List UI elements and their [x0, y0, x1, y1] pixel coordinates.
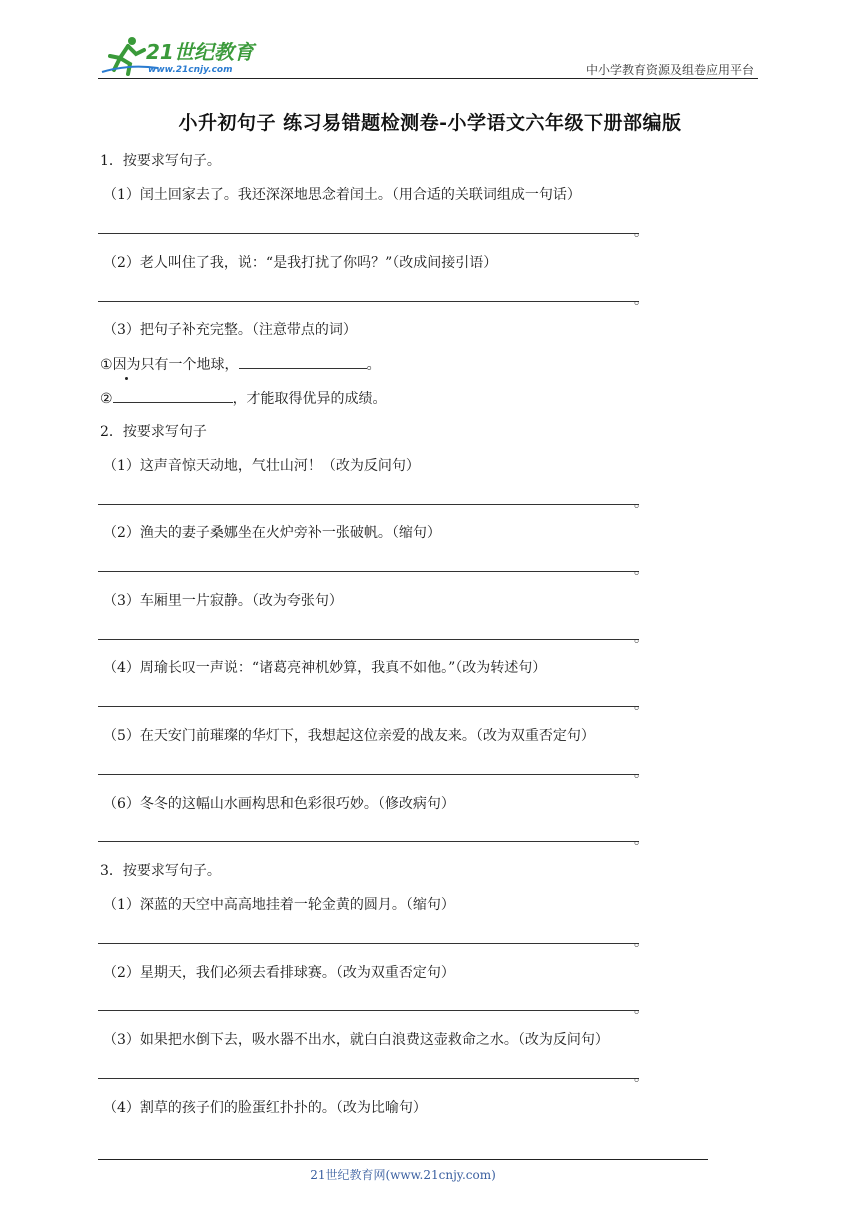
- page-title: 小升初句子 练习易错题检测卷-小学语文六年级下册部编版: [178, 112, 682, 134]
- question-text: （3）把句子补充完整。（注意带点的词）: [103, 322, 357, 338]
- dotted-word: 因为: [112, 357, 141, 373]
- answer-line[interactable]: 。: [98, 692, 648, 712]
- answer-line[interactable]: 。: [98, 490, 648, 510]
- question-text: （6）冬冬的这幅山水画构思和色彩很巧妙。（修改病句）: [103, 796, 455, 812]
- question-text: （4）割草的孩子们的脸蛋红扑扑的。（改为比喻句）: [103, 1100, 427, 1116]
- question-text: （2）星期天，我们必须去看排球赛。（改为双重否定句）: [103, 965, 455, 981]
- question-text: （2）老人叫住了我，说：“是我打扰了你吗？”（改成间接引语）: [103, 255, 498, 271]
- question-text: （1）闰土回家去了。我还深深地思念着闰土。（用合适的关联词组成一句话）: [103, 187, 581, 203]
- blank-input[interactable]: [113, 388, 233, 403]
- question-text: （4）周瑜长叹一声说：“诸葛亮神机妙算，我真不如他。”（改为转述句）: [103, 660, 547, 676]
- svg-text:21世纪教育: 21世纪教育: [146, 40, 254, 64]
- fill-blank-sentence: ①因为只有一个地球， 。: [100, 354, 381, 375]
- question-text: （3）车厢里一片寂静。（改为夸张句）: [103, 593, 343, 609]
- answer-line[interactable]: 。: [98, 996, 648, 1016]
- answer-line[interactable]: 。: [98, 287, 648, 307]
- blank-input[interactable]: [239, 354, 367, 369]
- site-tagline: 中小学教育资源及组卷应用平台: [585, 63, 754, 77]
- section-heading: 3．按要求写句子。: [100, 863, 221, 879]
- question-text: （1）这声音惊天动地，气壮山河！（改为反问句）: [103, 458, 420, 474]
- answer-line[interactable]: 。: [98, 625, 648, 645]
- site-logo: [98, 34, 268, 78]
- answer-line[interactable]: 。: [98, 557, 648, 577]
- footer-divider: [98, 1159, 708, 1160]
- question-text: （2）渔夫的妻子桑娜坐在火炉旁补一张破帆。（缩句）: [103, 525, 441, 541]
- footer-text[interactable]: 21世纪教育网(www.21cnjy.com): [310, 1168, 496, 1182]
- question-text: （3）如果把水倒下去，吸水器不出水，就白白浪费这壶救命之水。（改为反问句）: [103, 1032, 609, 1048]
- answer-line[interactable]: 。: [98, 827, 648, 847]
- answer-line[interactable]: 。: [98, 219, 648, 239]
- page-header: [98, 34, 758, 78]
- answer-line[interactable]: 。: [98, 760, 648, 780]
- answer-line[interactable]: 。: [98, 1064, 648, 1084]
- section-heading: 1．按要求写句子。: [100, 153, 221, 169]
- section-heading: 2．按要求写句子: [100, 424, 207, 440]
- fill-blank-sentence: ② ，才能取得优异的成绩。: [100, 388, 387, 409]
- svg-text:www.21cnjy.com: www.21cnjy.com: [148, 65, 233, 75]
- question-text: （1）深蓝的天空中高高地挂着一轮金黄的圆月。（缩句）: [103, 897, 455, 913]
- answer-line[interactable]: 。: [98, 929, 648, 949]
- header-divider: [98, 78, 758, 79]
- question-text: （5）在天安门前璀璨的华灯下，我想起这位亲爱的战友来。（改为双重否定句）: [103, 728, 595, 744]
